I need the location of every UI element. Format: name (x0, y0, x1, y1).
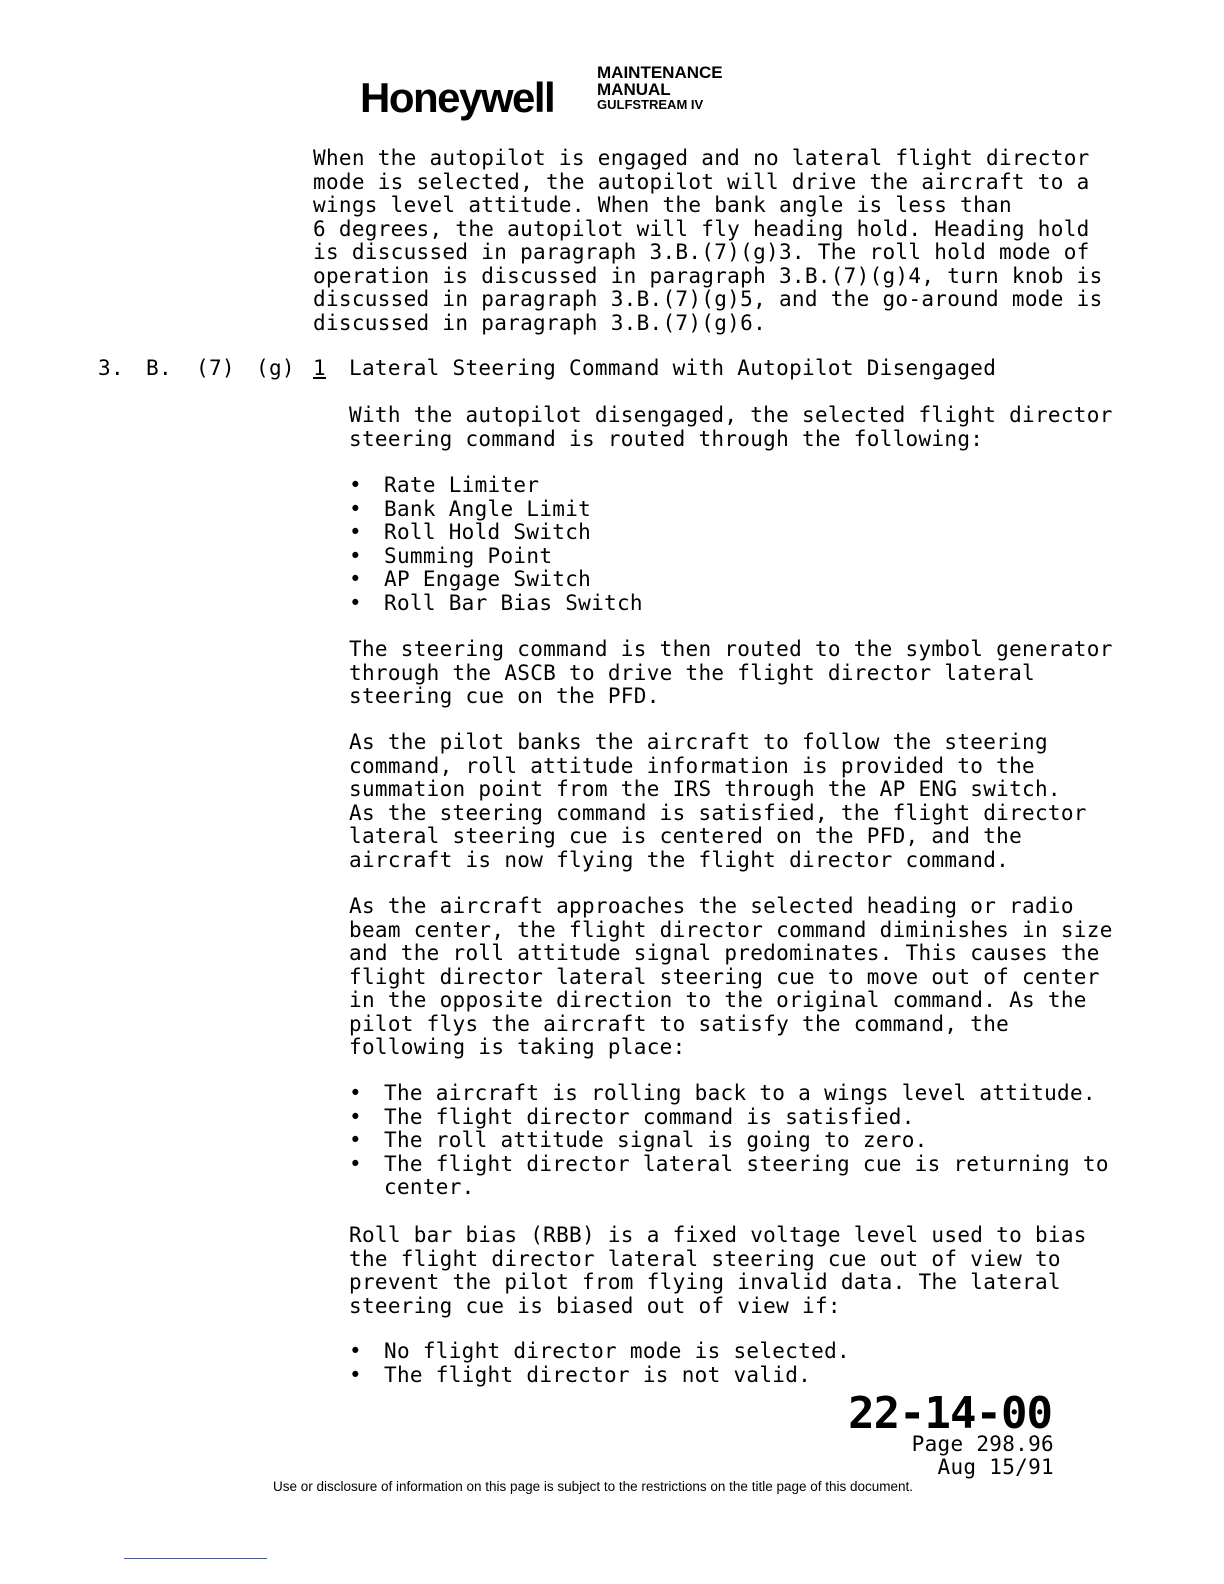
section-sub-letter: (g) (256, 356, 295, 380)
list-item: • The roll attitude signal is going to zero. (349, 1129, 1109, 1153)
intro-paragraph: When the autopilot is engaged and no lateral flight director mode is selected, the autopilot will drive the aircraft to a wings level attitude. When the bank angle is less than 6 degrees, the autopilot will fly heading hold. Heading hold is discussed in paragraph 3.B.(7)(g)3. The roll hold mode of operation is discussed in paragraph 3.B.(7)(g)4, turn knob is discussed in paragraph 3.B.(7)(g)5, and the go-around mode is discussed in paragraph 3.B.(7)(g)6. (313, 146, 1103, 335)
list-item: • AP Engage Switch (349, 568, 643, 592)
manual-title-line2: MANUAL (597, 80, 671, 99)
section-number: 3. (98, 356, 124, 380)
paragraph-symbol-generator: The steering command is then routed to the symbol generator through the ASCB to drive the flight director lateral steering cue on the PFD. (349, 637, 1113, 708)
list-item: • Roll Bar Bias Switch (349, 592, 643, 616)
bias-conditions-list (349, 1340, 850, 1387)
honeywell-logo: Honeywell (360, 74, 555, 121)
taking-place-list (349, 1082, 1109, 1200)
routing-list (349, 474, 643, 615)
manual-title-line3: GULFSTREAM IV (597, 97, 704, 112)
paragraph-routing: With the autopilot disengaged, the selected flight director steering command is routed through the following: (349, 403, 1113, 451)
list-item: • The aircraft is rolling back to a wings level attitude. (349, 1082, 1109, 1106)
list-item: • Roll Hold Switch (349, 521, 643, 545)
list-item: • The flight director is not valid. (349, 1364, 850, 1388)
manual-title-line1: MAINTENANCE (597, 63, 723, 82)
bottom-rule (124, 1558, 267, 1559)
revision-date: Aug 15/91 (937, 1455, 1054, 1479)
section-letter: B. (146, 356, 172, 380)
list-item: • Bank Angle Limit (349, 498, 643, 522)
list-item: • Summing Point (349, 545, 643, 569)
manual-title (597, 64, 723, 112)
page-info (912, 1433, 1054, 1479)
section-title: Lateral Steering Command with Autopilot Disengaged (349, 356, 997, 380)
section-item-number: 1 (313, 356, 326, 380)
list-item: • The flight director lateral steering cue is returning to center. (349, 1153, 1109, 1200)
page-number: Page 298.96 (911, 1432, 1054, 1456)
list-item: • Rate Limiter (349, 474, 643, 498)
disclosure-footer: Use or disclosure of information on this page is subject to the restrictions on the title page of this document. (272, 1479, 914, 1494)
paragraph-roll-bar-bias: Roll bar bias (RBB) is a fixed voltage level used to bias the flight director lateral steering cue out of view to prevent the pilot from flying invalid data. The lateral steering cue is biased out of view if: (349, 1223, 1087, 1318)
document-number: 22-14-00 (848, 1388, 1052, 1439)
list-item: • The flight director command is satisfied. (349, 1106, 1109, 1130)
paragraph-pilot-banks: As the pilot banks the aircraft to follow the steering command, roll attitude information is provided to the summation point from the IRS through the AP ENG switch. As the steering command is satisfied, the flight director lateral steering cue is centered on the PFD, and the aircraft is now flying the flight director command. (349, 730, 1087, 872)
list-item: • No flight director mode is selected. (349, 1340, 850, 1364)
paragraph-approach: As the aircraft approaches the selected heading or radio beam center, the flight director command diminishes in size and the roll attitude signal predominates. This causes the flight director lateral steering cue to move out of center in the opposite direction to the original command. As the pilot flys the aircraft to satisfy the command, the following is taking place: (349, 894, 1113, 1059)
section-sub-number: (7) (196, 356, 235, 380)
